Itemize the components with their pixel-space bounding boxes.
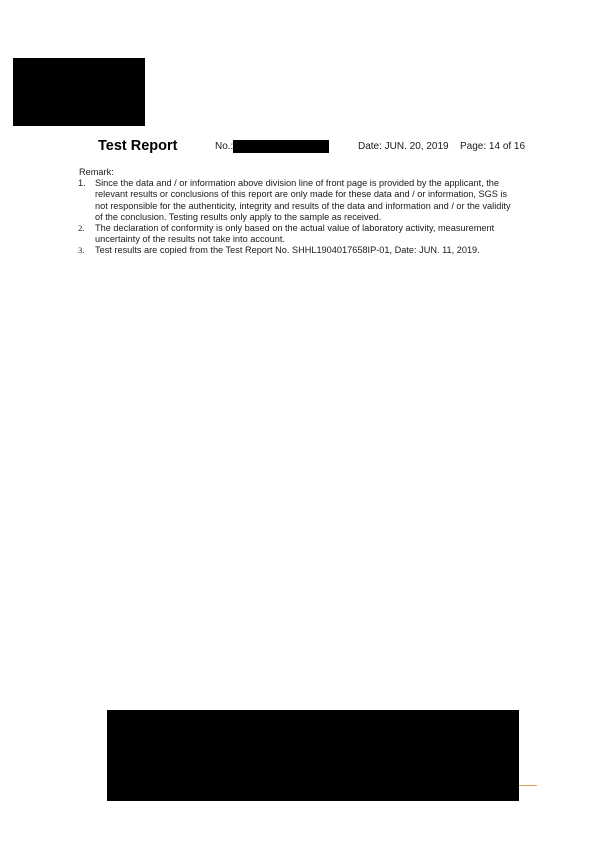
remarks-list (78, 178, 518, 256)
footer-accent-rule (519, 785, 537, 786)
remark-text: The declaration of conformity is only based on the actual value of laboratory activity, measurement uncertainty of the results not take into account. (95, 223, 495, 245)
remark-text: Test results are copied from the Test Report No. SHHL1904017658IP-01, Date: JUN. 11, 2019. (95, 245, 480, 256)
report-date: Date: JUN. 20, 2019 (358, 141, 449, 152)
remark-number: 3. (78, 245, 85, 256)
report-title: Test Report (98, 138, 178, 154)
remark-item (78, 245, 518, 256)
remark-item (78, 178, 518, 223)
remark-text: Since the data and / or information above division line of front page is provided by the applicant, the relevant results or conclusions of this report are only made for these data and / or information, SGS is not responsible for the authenticity, integrity and results of the data and information and / or the validity of the conclusion. Testing results only apply to the sample as received. (95, 178, 511, 222)
remarks-heading: Remark: (79, 167, 114, 177)
remarks-section (78, 167, 518, 257)
report-number-label: No.: (215, 141, 234, 152)
report-header (0, 138, 600, 156)
redacted-logo-block (13, 58, 145, 126)
remark-number: 2. (78, 223, 85, 234)
redacted-footer-block (107, 710, 519, 801)
redacted-report-number (233, 140, 329, 153)
remark-number: 1. (78, 178, 86, 189)
remark-item (78, 223, 518, 245)
page-number: Page: 14 of 16 (460, 141, 526, 152)
